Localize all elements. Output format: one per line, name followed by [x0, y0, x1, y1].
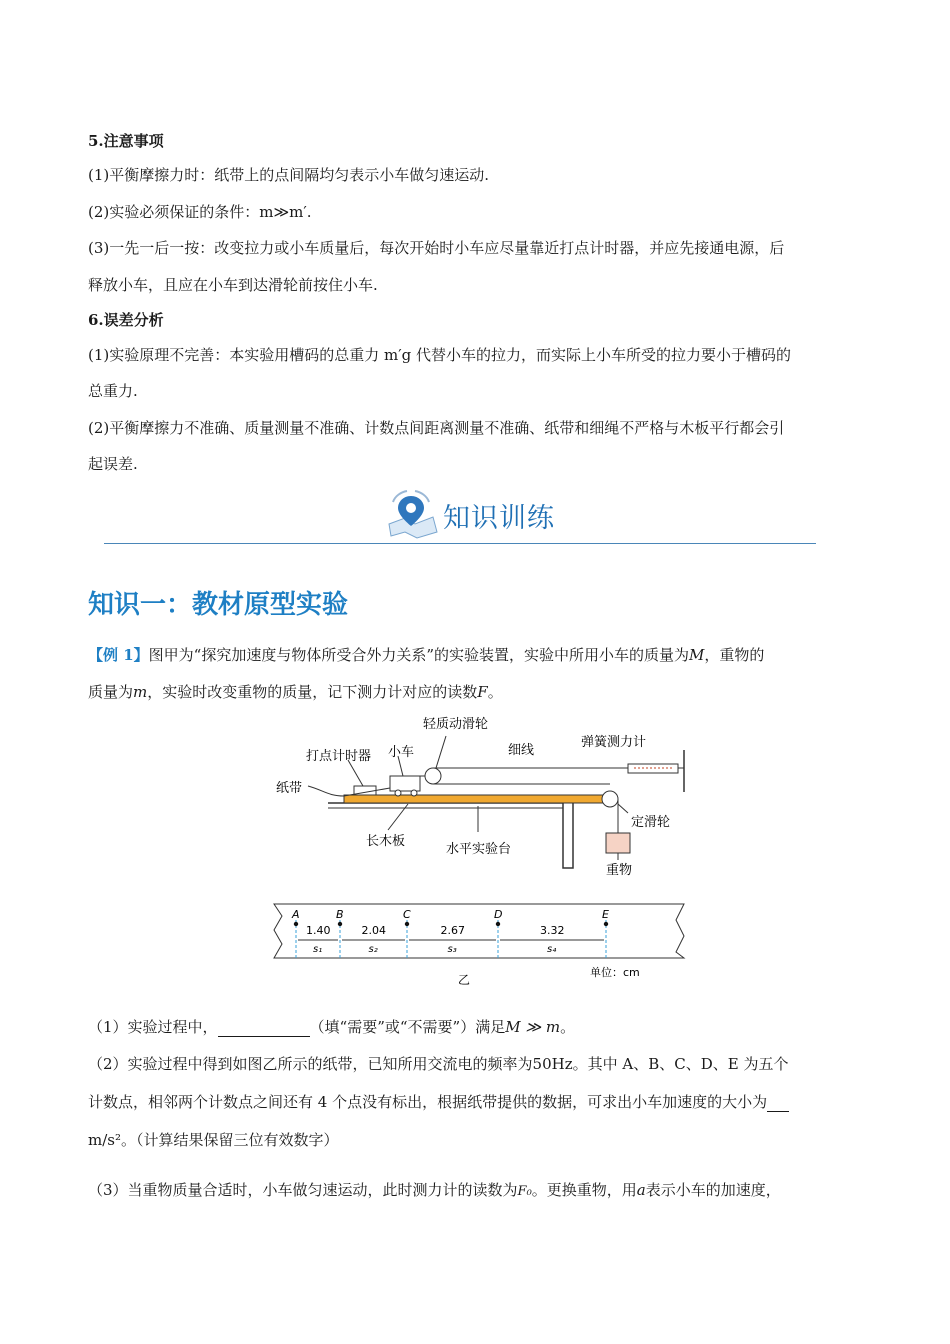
section-title: 5.注意事项 — [88, 132, 164, 150]
paragraph: (1)实验原理不完善：本实验用槽码的总重力 m′g 代替小车的拉力，而实际上小车所受的拉力要小于槽码的 — [88, 346, 792, 364]
question-3 — [88, 1180, 781, 1202]
text: （1）实验过程中， — [88, 1018, 218, 1036]
point-dot — [294, 922, 298, 926]
unit-label: 单位：cm — [590, 966, 640, 979]
example-line-1 — [88, 645, 764, 665]
distance-label: 2.67 — [440, 924, 465, 937]
label-board: 长木板 — [366, 834, 406, 849]
text: （填“需要”或“不需要”）满足 — [309, 1018, 506, 1036]
knowledge-training-banner — [383, 490, 573, 540]
map-pin-icon — [383, 490, 443, 540]
paper-tape-diagram — [270, 900, 690, 988]
text: 。 — [560, 1018, 576, 1036]
leader-line — [436, 736, 446, 768]
paragraph: 释放小车，且应在小车到达滑轮前按住小车. — [88, 276, 378, 294]
example-tag: 【例 1】 — [88, 646, 149, 664]
math-symbol: F — [477, 683, 488, 701]
example-line-2 — [88, 682, 503, 702]
point-dot — [496, 922, 500, 926]
text: 。更换重物，用 — [531, 1181, 637, 1199]
text: 。 — [487, 683, 503, 701]
label-table: 水平实验台 — [446, 842, 512, 857]
text: （3）当重物质量合适时，小车做匀速运动，此时测力计的读数为 — [88, 1181, 518, 1199]
knowledge-heading: 知识一：教材原型实验 — [88, 590, 349, 620]
label-string: 细线 — [508, 743, 535, 758]
caption-b: 乙 — [458, 973, 471, 987]
point-dot — [405, 922, 409, 926]
light-pulley — [425, 768, 441, 784]
table-edge — [328, 803, 573, 868]
label-tape: 纸带 — [276, 781, 303, 796]
paragraph: 起误差. — [88, 455, 138, 473]
point-label: C — [403, 908, 411, 921]
text: 表示小车的加速度， — [645, 1181, 781, 1199]
label-weight: 重物 — [606, 863, 633, 878]
math-symbol: m — [133, 683, 148, 701]
label-fixed-pulley: 定滑轮 — [631, 815, 671, 830]
math-symbol: M — [689, 646, 705, 664]
label-timer: 打点计时器 — [306, 749, 372, 764]
question-2-line-2 — [88, 1092, 789, 1112]
segment-label: s₂ — [368, 944, 378, 955]
point-label: A — [292, 908, 300, 921]
text: 计数点，相邻两个计数点之间还有 4 个点没有标出，根据纸带提供的数据，可求出小车加速度的大小为 — [88, 1093, 768, 1111]
text: 质量为 — [88, 683, 134, 701]
divider — [104, 543, 816, 544]
segment-label: s₃ — [447, 944, 457, 955]
label-light-pulley: 轻质动滑轮 — [423, 717, 489, 732]
math-formula: M ≫ m — [505, 1018, 561, 1036]
paragraph: (1)平衡摩擦力时：纸带上的点间隔均匀表示小车做匀速运动. — [88, 166, 490, 184]
paragraph: (2)实验必须保证的条件：m≫m′. — [88, 203, 312, 221]
math-symbol: a — [636, 1181, 646, 1199]
cart — [390, 776, 420, 791]
text: ，实验时改变重物的质量，记下测力计对应的读数 — [147, 683, 478, 701]
question-1 — [88, 1017, 575, 1037]
question-2-line-1 — [88, 1054, 788, 1074]
section-title: 6.误差分析 — [88, 311, 164, 329]
fixed-pulley — [602, 791, 618, 807]
leader-line — [618, 804, 628, 813]
segment-label: s₁ — [313, 944, 323, 955]
segment-label: s₄ — [547, 944, 557, 955]
point-label: D — [494, 908, 503, 921]
point-dot — [338, 922, 342, 926]
cart-wheel — [395, 790, 401, 796]
distance-label: 3.32 — [540, 924, 565, 937]
frequency-value: 50Hz — [532, 1055, 573, 1073]
label-cart: 小车 — [388, 745, 415, 760]
cart-wheel — [411, 790, 417, 796]
text: 图甲为“探究加速度与物体所受合外力关系”的实验装置，实验中所用小车的质量为 — [148, 646, 690, 664]
question-2-line-3 — [88, 1130, 339, 1150]
distance-label: 2.04 — [361, 924, 386, 937]
text: 。其中 A、B、C、D、E 为五个 — [572, 1055, 789, 1073]
text: 。（计算结果保留三位有效数字） — [121, 1131, 339, 1149]
unit: m/s² — [88, 1131, 121, 1149]
label-spring-scale: 弹簧测力计 — [581, 735, 647, 750]
apparatus-diagram — [268, 708, 688, 888]
long-board — [344, 795, 604, 803]
point-label: B — [336, 908, 344, 921]
weight-block — [606, 833, 630, 853]
paragraph: 总重力. — [88, 382, 138, 400]
distance-label: 1.40 — [306, 924, 331, 937]
text: ，重物的 — [704, 646, 765, 664]
answer-blank-1[interactable] — [218, 1020, 310, 1037]
text: （2）实验过程中得到如图乙所示的纸带，已知所用交流电的频率为 — [88, 1055, 533, 1073]
answer-blank-2[interactable] — [767, 1095, 789, 1112]
point-dot — [604, 922, 608, 926]
math-symbol: F₀ — [517, 1184, 532, 1199]
banner-title: 知识训练 — [443, 503, 555, 534]
paragraph: (2)平衡摩擦力不准确、质量测量不准确、计数点间距离测量不准确、纸带和细绳不严格与木板平行都会引 — [88, 419, 785, 437]
point-label: E — [602, 908, 609, 921]
paragraph: (3)一先一后一按：改变拉力或小车质量后，每次开始时小车应尽量靠近打点计时器，并应先接通电源，后 — [88, 239, 785, 257]
